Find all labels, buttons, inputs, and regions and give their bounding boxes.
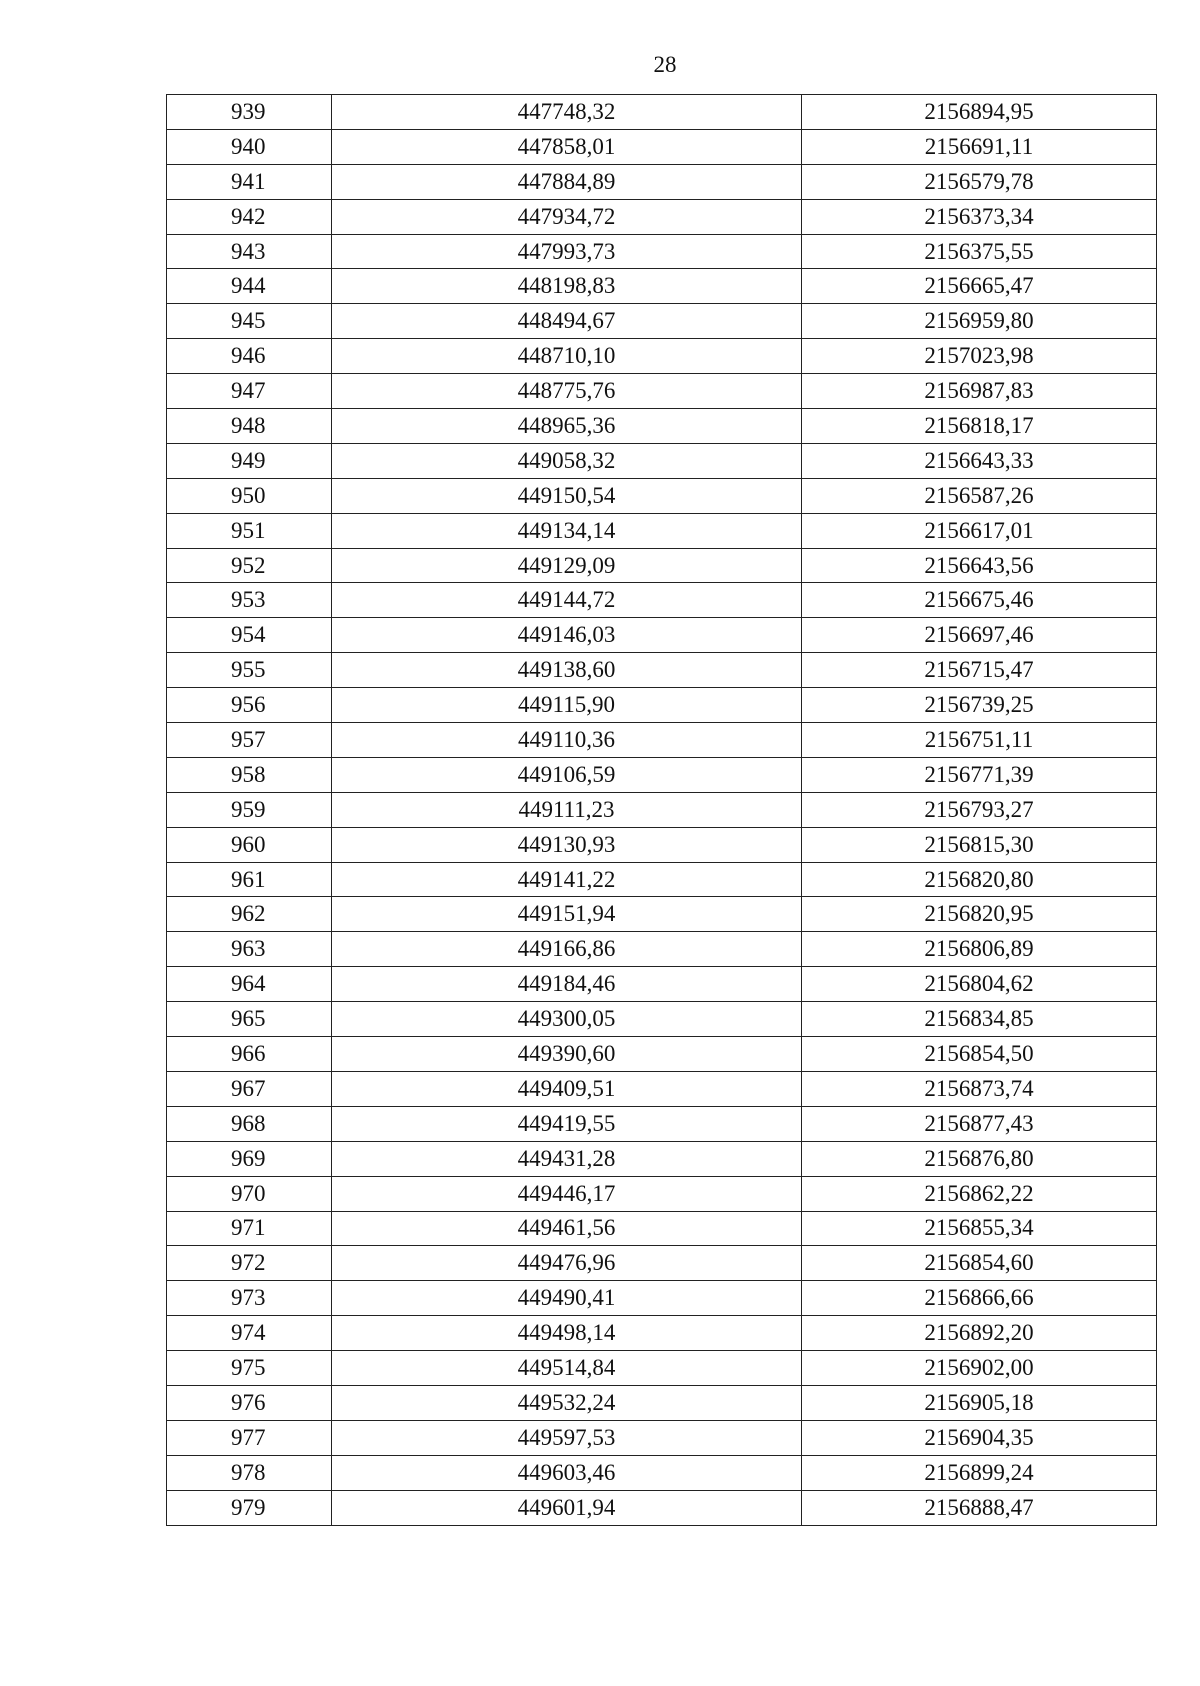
y-coordinate-cell: 2156854,60 (802, 1246, 1157, 1281)
table-row (167, 1211, 1157, 1246)
point-number-cell: 958 (167, 757, 332, 792)
point-number-cell: 969 (167, 1141, 332, 1176)
x-coordinate-cell: 449134,14 (332, 513, 802, 548)
table-row (167, 1420, 1157, 1455)
table-row (167, 304, 1157, 339)
y-coordinate-cell: 2156855,34 (802, 1211, 1157, 1246)
x-coordinate-cell: 449141,22 (332, 862, 802, 897)
table-row (167, 862, 1157, 897)
table-row (167, 757, 1157, 792)
y-coordinate-cell: 2156579,78 (802, 164, 1157, 199)
x-coordinate-cell: 449151,94 (332, 897, 802, 932)
point-number-cell: 945 (167, 304, 332, 339)
point-number-cell: 944 (167, 269, 332, 304)
y-coordinate-cell: 2156873,74 (802, 1071, 1157, 1106)
point-number-cell: 959 (167, 792, 332, 827)
y-coordinate-cell: 2156587,26 (802, 478, 1157, 513)
table-row (167, 618, 1157, 653)
table-row (167, 723, 1157, 758)
y-coordinate-cell: 2156862,22 (802, 1176, 1157, 1211)
point-number-cell: 976 (167, 1385, 332, 1420)
table-row (167, 932, 1157, 967)
point-number-cell: 954 (167, 618, 332, 653)
point-number-cell: 967 (167, 1071, 332, 1106)
table-row (167, 339, 1157, 374)
coordinates-table-body (167, 95, 1157, 1526)
table-row (167, 409, 1157, 444)
x-coordinate-cell: 449597,53 (332, 1420, 802, 1455)
point-number-cell: 979 (167, 1490, 332, 1525)
y-coordinate-cell: 2156834,85 (802, 1002, 1157, 1037)
table-row (167, 129, 1157, 164)
table-row (167, 1141, 1157, 1176)
y-coordinate-cell: 2156715,47 (802, 653, 1157, 688)
y-coordinate-cell: 2156771,39 (802, 757, 1157, 792)
table-row (167, 1281, 1157, 1316)
page-number: 28 (653, 52, 677, 77)
y-coordinate-cell: 2156866,66 (802, 1281, 1157, 1316)
table-row (167, 1106, 1157, 1141)
point-number-cell: 951 (167, 513, 332, 548)
y-coordinate-cell: 2156751,11 (802, 723, 1157, 758)
table-row (167, 583, 1157, 618)
x-coordinate-cell: 448775,76 (332, 374, 802, 409)
point-number-cell: 960 (167, 827, 332, 862)
table-row (167, 95, 1157, 130)
table-row (167, 827, 1157, 862)
point-number-cell: 965 (167, 1002, 332, 1037)
table-row (167, 478, 1157, 513)
point-number-cell: 962 (167, 897, 332, 932)
x-coordinate-cell: 449146,03 (332, 618, 802, 653)
x-coordinate-cell: 449476,96 (332, 1246, 802, 1281)
point-number-cell: 978 (167, 1455, 332, 1490)
x-coordinate-cell: 449419,55 (332, 1106, 802, 1141)
point-number-cell: 974 (167, 1316, 332, 1351)
table-row (167, 164, 1157, 199)
table-row (167, 1071, 1157, 1106)
table-row (167, 199, 1157, 234)
point-number-cell: 972 (167, 1246, 332, 1281)
x-coordinate-cell: 449129,09 (332, 548, 802, 583)
point-number-cell: 968 (167, 1106, 332, 1141)
table-row (167, 374, 1157, 409)
x-coordinate-cell: 449115,90 (332, 688, 802, 723)
table-row (167, 513, 1157, 548)
y-coordinate-cell: 2156892,20 (802, 1316, 1157, 1351)
y-coordinate-cell: 2156820,95 (802, 897, 1157, 932)
point-number-cell: 971 (167, 1211, 332, 1246)
y-coordinate-cell: 2156888,47 (802, 1490, 1157, 1525)
table-row (167, 1455, 1157, 1490)
point-number-cell: 961 (167, 862, 332, 897)
y-coordinate-cell: 2156894,95 (802, 95, 1157, 130)
y-coordinate-cell: 2156793,27 (802, 792, 1157, 827)
table-row (167, 967, 1157, 1002)
x-coordinate-cell: 449130,93 (332, 827, 802, 862)
table-row (167, 1351, 1157, 1386)
point-number-cell: 953 (167, 583, 332, 618)
y-coordinate-cell: 2156987,83 (802, 374, 1157, 409)
point-number-cell: 940 (167, 129, 332, 164)
x-coordinate-cell: 449498,14 (332, 1316, 802, 1351)
y-coordinate-cell: 2157023,98 (802, 339, 1157, 374)
x-coordinate-cell: 449431,28 (332, 1141, 802, 1176)
point-number-cell: 975 (167, 1351, 332, 1386)
y-coordinate-cell: 2156739,25 (802, 688, 1157, 723)
x-coordinate-cell: 447884,89 (332, 164, 802, 199)
point-number-cell: 947 (167, 374, 332, 409)
table-row (167, 653, 1157, 688)
point-number-cell: 950 (167, 478, 332, 513)
point-number-cell: 964 (167, 967, 332, 1002)
x-coordinate-cell: 447993,73 (332, 234, 802, 269)
point-number-cell: 956 (167, 688, 332, 723)
point-number-cell: 955 (167, 653, 332, 688)
table-row (167, 897, 1157, 932)
point-number-cell: 943 (167, 234, 332, 269)
x-coordinate-cell: 447748,32 (332, 95, 802, 130)
x-coordinate-cell: 449603,46 (332, 1455, 802, 1490)
y-coordinate-cell: 2156675,46 (802, 583, 1157, 618)
x-coordinate-cell: 449184,46 (332, 967, 802, 1002)
x-coordinate-cell: 449166,86 (332, 932, 802, 967)
point-number-cell: 946 (167, 339, 332, 374)
x-coordinate-cell: 449461,56 (332, 1211, 802, 1246)
table-row (167, 1316, 1157, 1351)
x-coordinate-cell: 449390,60 (332, 1037, 802, 1072)
x-coordinate-cell: 449110,36 (332, 723, 802, 758)
table-row (167, 1176, 1157, 1211)
x-coordinate-cell: 448494,67 (332, 304, 802, 339)
y-coordinate-cell: 2156815,30 (802, 827, 1157, 862)
y-coordinate-cell: 2156806,89 (802, 932, 1157, 967)
x-coordinate-cell: 448965,36 (332, 409, 802, 444)
coordinates-table (166, 94, 1157, 1526)
y-coordinate-cell: 2156877,43 (802, 1106, 1157, 1141)
y-coordinate-cell: 2156697,46 (802, 618, 1157, 653)
y-coordinate-cell: 2156899,24 (802, 1455, 1157, 1490)
y-coordinate-cell: 2156818,17 (802, 409, 1157, 444)
table-row (167, 269, 1157, 304)
table-row (167, 1002, 1157, 1037)
point-number-cell: 957 (167, 723, 332, 758)
y-coordinate-cell: 2156691,11 (802, 129, 1157, 164)
y-coordinate-cell: 2156854,50 (802, 1037, 1157, 1072)
x-coordinate-cell: 449138,60 (332, 653, 802, 688)
x-coordinate-cell: 448198,83 (332, 269, 802, 304)
point-number-cell: 977 (167, 1420, 332, 1455)
point-number-cell: 952 (167, 548, 332, 583)
x-coordinate-cell: 449058,32 (332, 443, 802, 478)
table-row (167, 234, 1157, 269)
table-row (167, 688, 1157, 723)
point-number-cell: 966 (167, 1037, 332, 1072)
x-coordinate-cell: 449300,05 (332, 1002, 802, 1037)
point-number-cell: 939 (167, 95, 332, 130)
x-coordinate-cell: 448710,10 (332, 339, 802, 374)
x-coordinate-cell: 449106,59 (332, 757, 802, 792)
table-row (167, 443, 1157, 478)
point-number-cell: 942 (167, 199, 332, 234)
point-number-cell: 963 (167, 932, 332, 967)
x-coordinate-cell: 449601,94 (332, 1490, 802, 1525)
y-coordinate-cell: 2156959,80 (802, 304, 1157, 339)
x-coordinate-cell: 449144,72 (332, 583, 802, 618)
table-row (167, 1490, 1157, 1525)
point-number-cell: 949 (167, 443, 332, 478)
y-coordinate-cell: 2156643,56 (802, 548, 1157, 583)
table-row (167, 1385, 1157, 1420)
point-number-cell: 948 (167, 409, 332, 444)
y-coordinate-cell: 2156373,34 (802, 199, 1157, 234)
x-coordinate-cell: 447934,72 (332, 199, 802, 234)
x-coordinate-cell: 449111,23 (332, 792, 802, 827)
x-coordinate-cell: 449490,41 (332, 1281, 802, 1316)
table-row (167, 548, 1157, 583)
x-coordinate-cell: 447858,01 (332, 129, 802, 164)
point-number-cell: 941 (167, 164, 332, 199)
y-coordinate-cell: 2156904,35 (802, 1420, 1157, 1455)
table-row (167, 1246, 1157, 1281)
y-coordinate-cell: 2156820,80 (802, 862, 1157, 897)
point-number-cell: 970 (167, 1176, 332, 1211)
x-coordinate-cell: 449150,54 (332, 478, 802, 513)
y-coordinate-cell: 2156643,33 (802, 443, 1157, 478)
point-number-cell: 973 (167, 1281, 332, 1316)
table-row (167, 1037, 1157, 1072)
y-coordinate-cell: 2156665,47 (802, 269, 1157, 304)
y-coordinate-cell: 2156876,80 (802, 1141, 1157, 1176)
y-coordinate-cell: 2156375,55 (802, 234, 1157, 269)
y-coordinate-cell: 2156617,01 (802, 513, 1157, 548)
x-coordinate-cell: 449514,84 (332, 1351, 802, 1386)
x-coordinate-cell: 449409,51 (332, 1071, 802, 1106)
y-coordinate-cell: 2156804,62 (802, 967, 1157, 1002)
y-coordinate-cell: 2156905,18 (802, 1385, 1157, 1420)
table-row (167, 792, 1157, 827)
x-coordinate-cell: 449446,17 (332, 1176, 802, 1211)
y-coordinate-cell: 2156902,00 (802, 1351, 1157, 1386)
x-coordinate-cell: 449532,24 (332, 1385, 802, 1420)
